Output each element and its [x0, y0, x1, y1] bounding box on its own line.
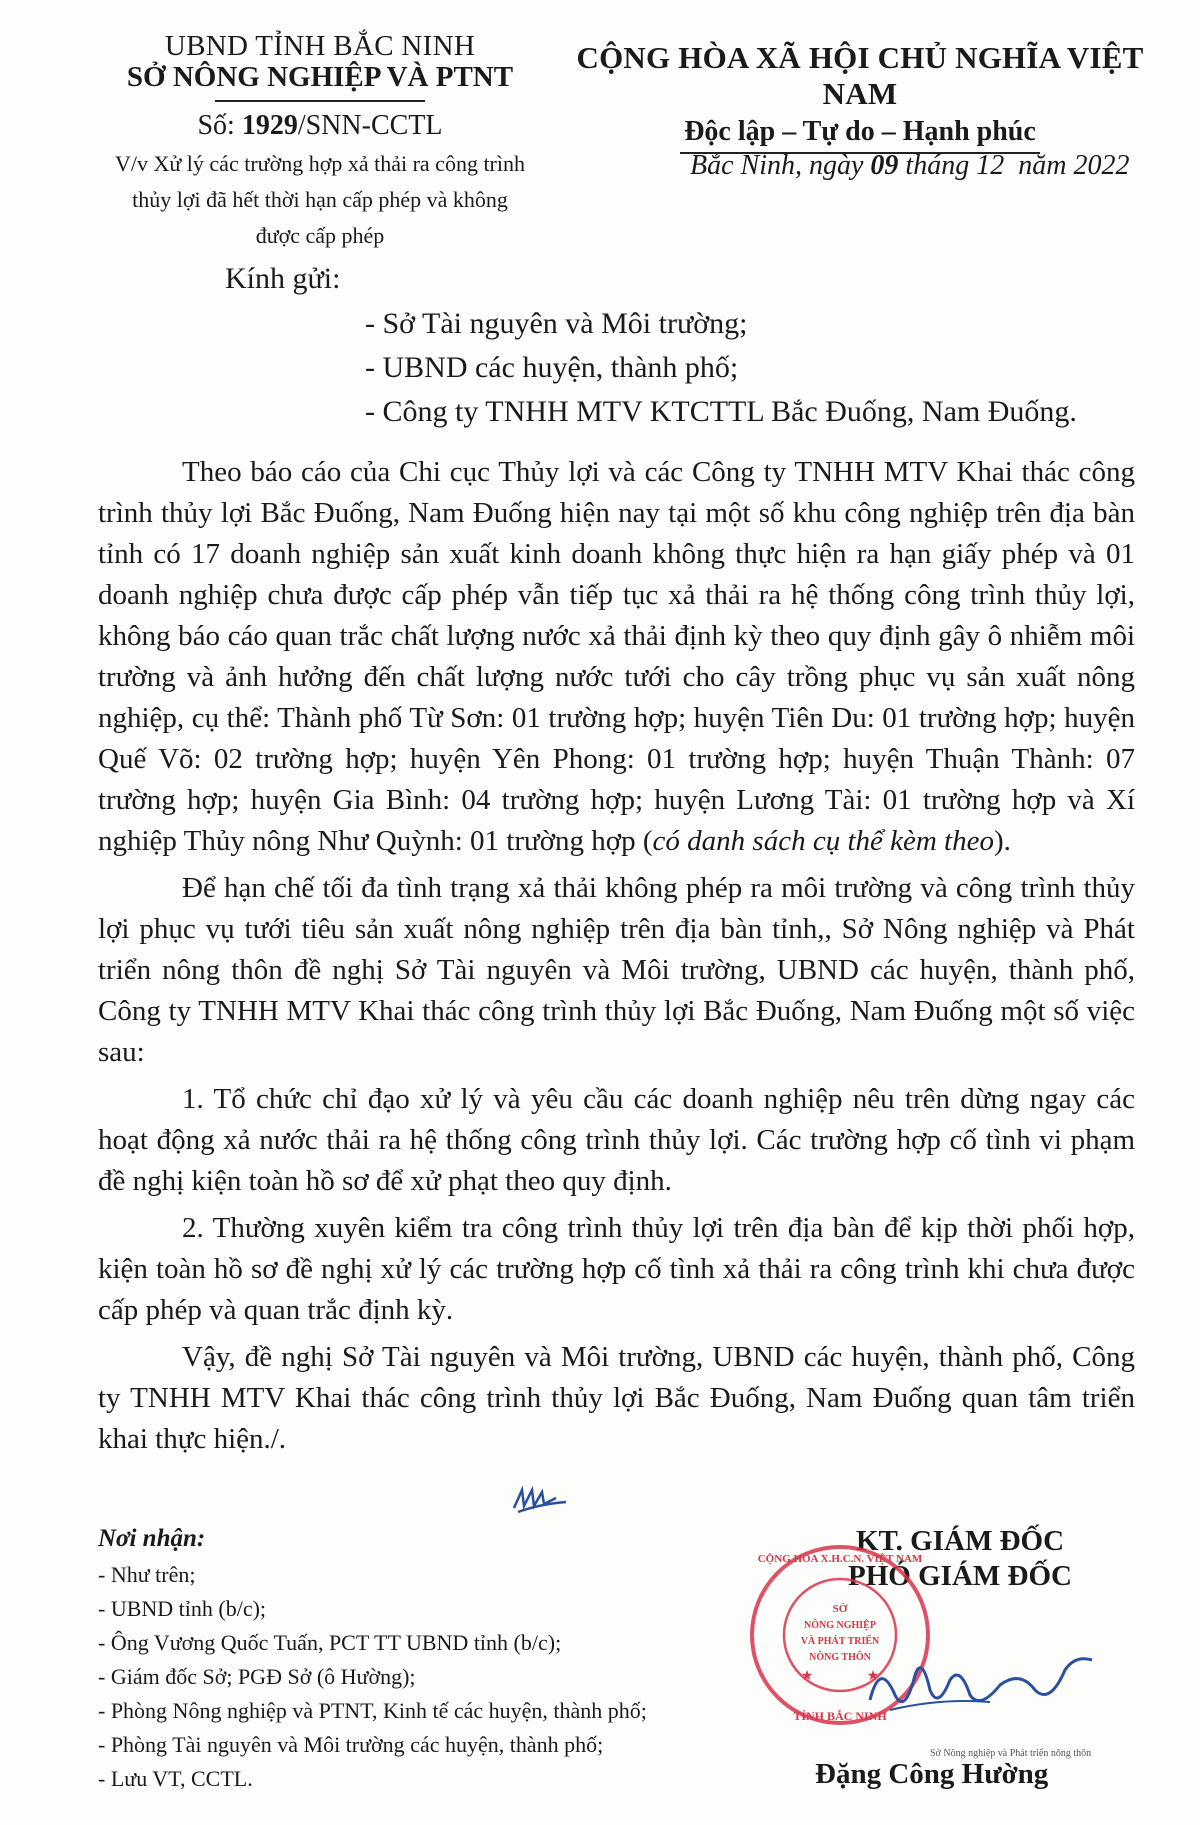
agency-underline [215, 100, 425, 102]
signer-title-1: KT. GIÁM ĐỐC [855, 1525, 1065, 1557]
doc-number-code: /SNN-CCTL [297, 110, 443, 141]
recipient-item: - Phòng Tài nguyên và Môi trường các huyện, thành phố; [98, 1732, 604, 1757]
doc-number-value: 1929 [241, 110, 298, 141]
header-right [560, 40, 1160, 154]
subject-line: V/v Xử lý các trường hợp xả thải ra công trình [114, 151, 525, 176]
recipients-list [98, 1522, 647, 1796]
document-subject [60, 146, 580, 254]
body-paragraph: Vậy, đề nghị Sở Tài nguyên và Môi trường, UBND các huyện, thành phố, Công ty TNHH MTV Khai thác công trình thủy lợi Bắc Đuống, Nam Đuống quan tâm triển khai thực hiện./. [98, 1341, 1135, 1455]
addressee-item: - UBND các huyện, thành phố; [365, 351, 739, 384]
date-month-label: tháng [905, 150, 970, 181]
letter-body [98, 452, 1135, 1466]
svg-text:NÔNG THÔN: NÔNG THÔN [809, 1652, 871, 1663]
svg-text:★: ★ [800, 1669, 814, 1684]
body-paragraph [98, 452, 1135, 862]
digital-signature-note: Sở Nông nghiệp và Phát triển nông thôn [930, 1748, 1092, 1759]
date-month: 12 [976, 150, 1005, 181]
header-left [60, 30, 580, 254]
paragraph-end: ). [994, 825, 1011, 857]
svg-text:★: ★ [866, 1669, 880, 1684]
recipient-item: - Như trên; [98, 1562, 196, 1587]
document-date [690, 150, 1129, 182]
agency-name: SỞ NÔNG NGHIỆP VÀ PTNT [126, 61, 514, 93]
recipient-item: - Ông Vương Quốc Tuấn, PCT TT UBND tỉnh (b/c); [98, 1630, 562, 1655]
agency-parent: UBND TỈNH BẮC NINH [164, 30, 476, 62]
body-paragraph: Để hạn chế tối đa tình trạng xả thải không phép ra môi trường và công trình thủy lợi phục vụ tưới tiêu sản xuất nông nghiệp trên địa bàn tỉnh,, Sở Nông nghiệp và Phát triển nông thôn đề nghị Sở Tài nguyên và Môi trường, UBND các huyện, thành phố, Công ty TNHH MTV Khai thác công trình thủy lợi Bắc Đuống, Nam Đuống một số việc sau: [98, 872, 1135, 1068]
document-number [60, 110, 580, 142]
date-year: 2022 [1073, 150, 1130, 181]
addressee-item: - Công ty TNHH MTV KTCTTL Bắc Đuống, Nam Đuống. [365, 395, 1077, 428]
svg-text:TỈNH BẮC NINH: TỈNH BẮC NINH [793, 1709, 887, 1723]
doc-number-label: Số: [197, 110, 235, 141]
handwritten-signature [860, 1640, 1100, 1730]
addressee-label: Kính gửi: [225, 262, 341, 295]
recipient-item: - Lưu VT, CCTL. [98, 1766, 253, 1791]
signer-title-2: PHÓ GIÁM ĐỐC [848, 1560, 1072, 1592]
initials-mark [510, 1484, 570, 1516]
recipients-title: Nơi nhận: [98, 1525, 206, 1552]
svg-text:VÀ PHÁT TRIỂN: VÀ PHÁT TRIỂN [800, 1636, 880, 1647]
recipient-item: - UBND tỉnh (b/c); [98, 1596, 267, 1621]
svg-text:SỞ: SỞ [832, 1603, 848, 1615]
date-year-label: năm [1018, 150, 1067, 181]
paragraph-text: Theo báo cáo của Chi cục Thủy lợi và các Công ty TNHH MTV Khai thác công trình thủy lợi Bắc Đuống, Nam Đuống hiện nay tại một số khu công nghiệp trên địa bàn tỉnh có 17 doanh nghiệp sản xuất kinh doanh không thực hiện ra hạn giấy phép và 01 doanh nghiệp chưa được cấp phép vẫn tiếp tục xả thải ra hệ thống công trình thủy lợi, không báo cáo quan trắc chất lượng nước xả thải định kỳ theo quy định gây ô nhiễm môi trường và ảnh hưởng đến chất lượng nước tưới cho cây trồng phục vụ sản xuất nông nghiệp, cụ thể: Thành phố Từ Sơn: 01 trường hợp; huyện Tiên Du: 01 trường hợp; huyện Quế Võ: 02 trường hợp; huyện Yên Phong: 01 trường hợp; huyện Thuận Thành: 07 trường hợp; huyện Gia Bình: 04 trường hợp; huyện Lương Tài: 01 trường hợp và Xí nghiệp Thủy nông Như Quỳnh: 01 trường hợp ( [98, 456, 1135, 857]
paragraph-italic: có danh sách cụ thể kèm theo [652, 825, 994, 857]
body-paragraph: 2. Thường xuyên kiểm tra công trình thủy lợi trên địa bàn để kịp thời phối hợp, kiện toàn hồ sơ đề nghị xử lý các trường hợp cố tình xả thải ra công trình khi chưa được cấp phép và quan trắc định kỳ. [98, 1212, 1135, 1326]
recipient-item: - Giám đốc Sở; PGĐ Sở (ô Hường); [98, 1664, 416, 1689]
recipient-item: - Phòng Nông nghiệp và PTNT, Kinh tế các huyện, thành phố; [98, 1698, 647, 1723]
subject-line: thủy lợi đã hết thời hạn cấp phép và không [132, 187, 508, 212]
body-paragraph: 1. Tổ chức chỉ đạo xử lý và yêu cầu các doanh nghiệp nêu trên dừng ngay các hoạt động xả nước thải ra hệ thống công trình thủy lợi. Các trường hợp cố tình vi phạm đề nghị kiện toàn hồ sơ để xử phạt theo quy định. [98, 1083, 1135, 1197]
signer-name: Đặng Công Hường [815, 1758, 1049, 1790]
national-motto: Độc lập – Tự do – Hạnh phúc [684, 116, 1036, 147]
date-prefix: Bắc Ninh, ngày [690, 150, 864, 181]
national-title: CỘNG HÒA XÃ HỘI CHỦ NGHĨA VIỆT NAM [576, 40, 1144, 111]
addressee-item: - Sở Tài nguyên và Môi trường; [365, 307, 748, 340]
addressee-list [365, 302, 1077, 434]
subject-line: được cấp phép [255, 223, 385, 248]
date-day: 09 [870, 150, 899, 181]
svg-text:CỘNG HÒA X.H.C.N. VIỆT NAM: CỘNG HÒA X.H.C.N. VIỆT NAM [757, 1553, 923, 1565]
svg-text:NÔNG NGHIỆP: NÔNG NGHIỆP [804, 1620, 876, 1631]
